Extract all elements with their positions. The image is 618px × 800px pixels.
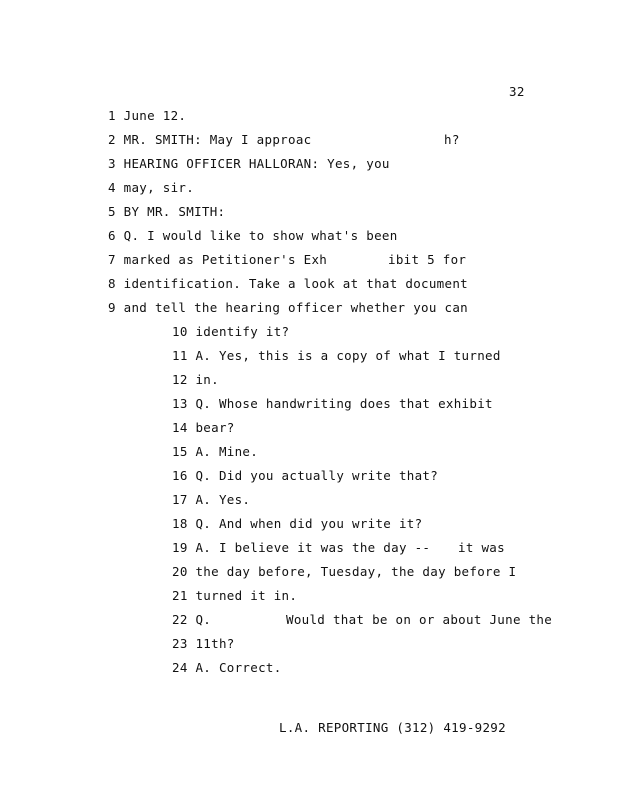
transcript-line-continuation	[286, 612, 552, 628]
page-number: 32	[509, 84, 525, 99]
transcript-line	[172, 444, 258, 460]
line-text: 8 identification. Take a look at that document	[108, 276, 468, 291]
transcript-line	[172, 468, 438, 484]
line-text: 3 HEARING OFFICER HALLORAN: Yes, you	[108, 156, 390, 171]
line-text: it was	[458, 540, 505, 555]
line-text: 9 and tell the hearing officer whether you can	[108, 300, 468, 315]
line-text: 12 in.	[172, 372, 219, 387]
line-text: 4 may, sir.	[108, 180, 195, 195]
line-text: 19 A. I believe it was the day --	[172, 540, 431, 555]
line-text: 18 Q. And when did you write it?	[172, 516, 423, 531]
transcript-line	[108, 156, 390, 172]
transcript-line	[172, 660, 282, 676]
footer-reporter: L.A. REPORTING (312) 419-9292	[279, 720, 506, 735]
transcript-line	[172, 420, 235, 436]
transcript-line	[172, 564, 516, 580]
transcript-line	[172, 492, 250, 508]
line-text: 22 Q.	[172, 612, 212, 627]
transcript-line	[108, 276, 468, 292]
transcript-line	[172, 540, 430, 556]
line-text: 11 A. Yes, this is a copy of what I turned	[172, 348, 501, 363]
line-text: 2 MR. SMITH: May I approac	[108, 132, 312, 147]
transcript-line	[172, 516, 422, 532]
line-text: 10 identify it?	[172, 324, 290, 339]
line-text: 5 BY MR. SMITH:	[108, 204, 226, 219]
line-text: 1 June 12.	[108, 108, 187, 123]
transcript-line	[172, 396, 493, 412]
transcript-line	[108, 300, 468, 316]
line-text: ibit 5 for	[388, 252, 467, 267]
line-text: 17 A. Yes.	[172, 492, 251, 507]
transcript-line	[172, 348, 501, 364]
transcript-line	[108, 132, 311, 148]
line-text: 14 bear?	[172, 420, 235, 435]
transcript-line-continuation	[388, 252, 466, 268]
line-text: h?	[444, 132, 460, 147]
line-text: 21 turned it in.	[172, 588, 298, 603]
transcript-line-continuation	[458, 540, 505, 556]
transcript-line	[172, 636, 235, 652]
transcript-line	[108, 204, 225, 220]
transcript-line	[108, 180, 194, 196]
line-text: 20 the day before, Tuesday, the day before I	[172, 564, 517, 579]
transcript-line	[172, 372, 219, 388]
line-text: 23 11th?	[172, 636, 235, 651]
transcript-line	[108, 228, 398, 244]
transcript-line	[172, 588, 297, 604]
line-text: 6 Q. I would like to show what's been	[108, 228, 398, 243]
transcript-line	[172, 612, 211, 628]
transcript-line	[108, 108, 186, 124]
transcript-line	[172, 324, 289, 340]
line-text: 24 A. Correct.	[172, 660, 282, 675]
line-text: 13 Q. Whose handwriting does that exhibit	[172, 396, 493, 411]
line-text: 16 Q. Did you actually write that?	[172, 468, 439, 483]
line-text: 15 A. Mine.	[172, 444, 259, 459]
line-text: Would that be on or about June the	[286, 612, 553, 627]
transcript-line-continuation	[444, 132, 460, 148]
transcript-line	[108, 252, 327, 268]
line-text: 7 marked as Petitioner's Exh	[108, 252, 328, 267]
